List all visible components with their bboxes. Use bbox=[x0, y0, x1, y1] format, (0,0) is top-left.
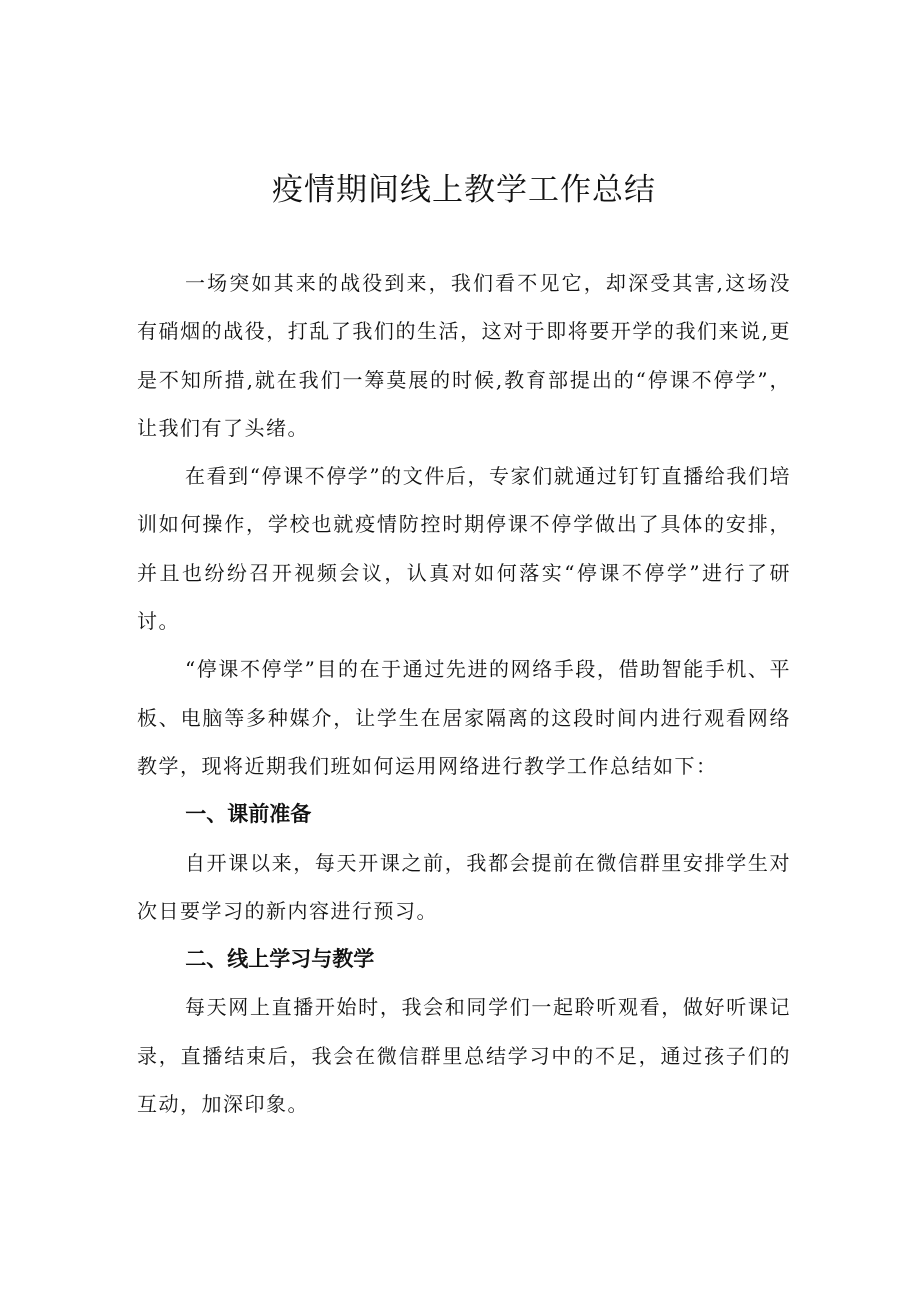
section-heading-preparation: 一、课前准备 bbox=[185, 802, 312, 827]
intro-paragraph-3: “停课不停学”目的在于通过先进的网络手段，借助智能手机、平板、电脑等多种媒介，让学生在居家隔离的这段时间内进行观看网络教学，现将近期我们班如何运用网络进行教学工作总结如下： bbox=[137, 657, 791, 778]
intro-paragraph-2: 在看到“停课不停学”的文件后，专家们就通过钉钉直播给我们培训如何操作，学校也就疫情防控时期停课不停学做出了具体的安排，并且也纷纷召开视频会议，认真对如何落实“停课不停学”进行了研讨。 bbox=[137, 464, 791, 634]
document-title: 疫情期间线上教学工作总结 bbox=[272, 172, 656, 208]
intro-paragraph-1: 一场突如其来的战役到来，我们看不见它，却深受其害,这场没有硝烟的战役，打乱了我们的生活，这对于即将要开学的我们来说,更是不知所措,就在我们一筹莫展的时候,教育部提出的“停课不停学”，让我们有了头绪。 bbox=[137, 271, 791, 440]
section-paragraph-online-teaching: 每天网上直播开始时，我会和同学们一起聆听观看，做好听课记录，直播结束后，我会在微信群里总结学习中的不足，通过孩子们的互动，加深印象。 bbox=[137, 995, 791, 1117]
section-paragraph-preparation: 自开课以来，每天开课之前，我都会提前在微信群里安排学生对次日要学习的新内容进行预习。 bbox=[137, 850, 791, 923]
section-heading-online-teaching: 二、线上学习与教学 bbox=[185, 947, 375, 972]
document-body bbox=[137, 259, 791, 1128]
